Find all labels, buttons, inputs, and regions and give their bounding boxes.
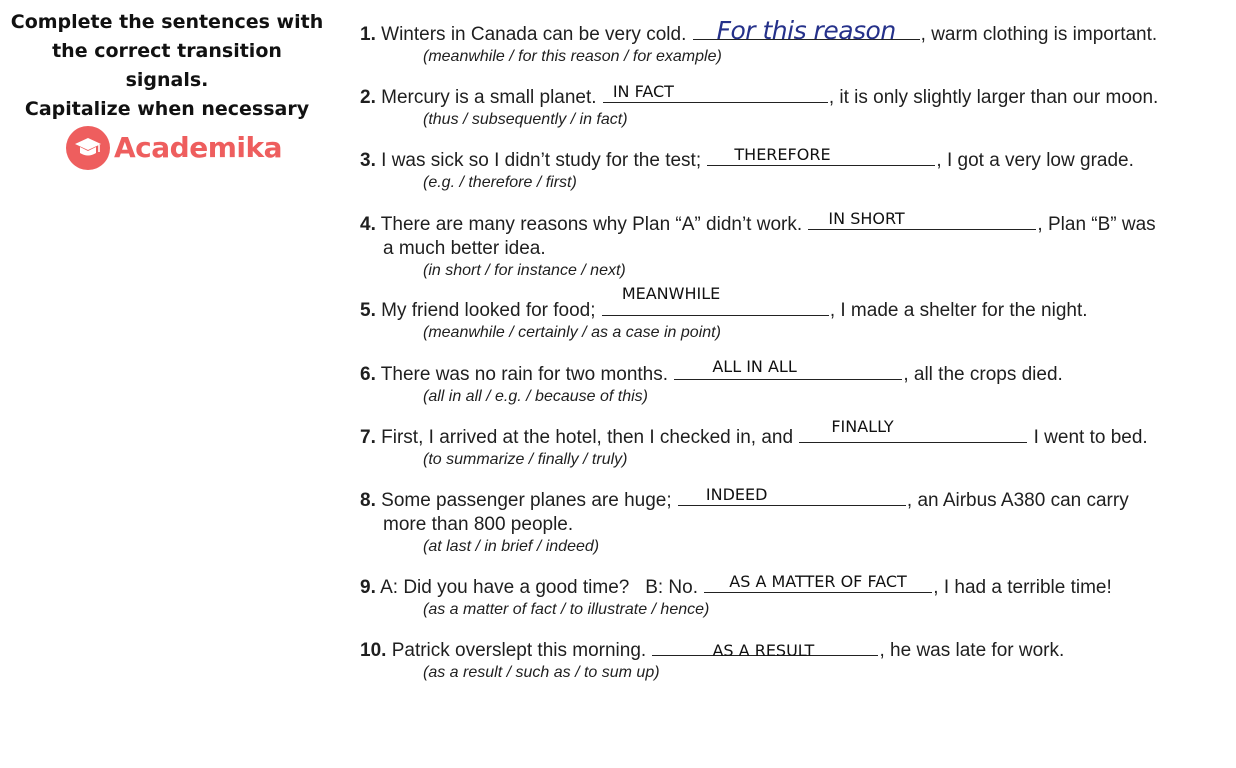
question-number: 6. <box>360 364 376 385</box>
question-8 <box>360 485 1220 557</box>
question-number: 7. <box>360 427 376 448</box>
answer-text: ALL IN ALL <box>712 357 797 376</box>
answer-text: AS A MATTER OF FACT <box>729 572 907 591</box>
question-number: 2. <box>360 87 376 108</box>
answer-options: (meanwhile / for this reason / for example) <box>423 48 722 65</box>
sentence-end: , an Airbus A380 can carry <box>906 490 1129 511</box>
sentence-start: My friend looked for food; <box>381 300 596 321</box>
answer-options: (e.g. / therefore / first) <box>423 174 577 191</box>
answer-blank[interactable] <box>707 145 935 166</box>
sentence-start: There was no rain for two months. <box>380 364 669 385</box>
answer-blank[interactable] <box>693 16 920 45</box>
answer-blank[interactable] <box>808 209 1036 230</box>
instruction-line-3: Capitalize when necessary <box>24 98 310 120</box>
instructions <box>8 8 326 124</box>
sentence-end: , I made a shelter for the night. <box>829 300 1088 321</box>
sentence-start: Winters in Canada can be very cold. <box>381 24 687 45</box>
answer-blank[interactable] <box>603 82 828 103</box>
sentence-start: Mercury is a small planet. <box>381 87 597 108</box>
answer-blank[interactable] <box>652 638 878 660</box>
answer-blank[interactable] <box>602 284 829 316</box>
question-number: 4. <box>360 214 376 235</box>
question-6 <box>360 357 1220 407</box>
question-5 <box>360 284 1220 343</box>
answer-options: (as a result / such as / to sum up) <box>423 664 660 681</box>
answer-blank[interactable] <box>674 357 902 380</box>
answer-options: (thus / subsequently / in fact) <box>423 111 628 128</box>
question-9 <box>360 572 1220 620</box>
question-number: 10. <box>360 640 387 661</box>
question-3 <box>360 145 1220 193</box>
sentence-end: I went to bed. <box>1033 427 1148 448</box>
sentence-end: , I had a terrible time! <box>933 577 1112 598</box>
question-10 <box>360 638 1220 683</box>
sentence-start: First, I arrived at the hotel, then I checked in, and <box>381 427 794 448</box>
answer-text: IN FACT <box>612 82 674 101</box>
sentence-start: I was sick so I didn’t study for the test; <box>381 150 702 171</box>
sentence-end: , all the crops died. <box>903 364 1063 385</box>
answer-text: IN SHORT <box>828 209 905 228</box>
question-number: 5. <box>360 300 376 321</box>
answer-blank[interactable] <box>704 572 932 593</box>
sentence-end: , it is only slightly larger than our moon. <box>828 87 1159 108</box>
question-7 <box>360 417 1220 470</box>
sentence-end: , warm clothing is important. <box>920 24 1158 45</box>
answer-options: (all in all / e.g. / because of this) <box>423 388 648 405</box>
logo-text: Academika <box>114 131 282 164</box>
answer-text: THEREFORE <box>734 145 831 164</box>
answer-options: (as a matter of fact / to illustrate / hence) <box>423 601 710 618</box>
instruction-line-2: the correct transition signals. <box>52 40 282 91</box>
question-number: 3. <box>360 150 376 171</box>
question-2 <box>360 82 1220 130</box>
instruction-line-1: Complete the sentences with <box>10 11 324 33</box>
answer-text: INDEED <box>705 485 768 504</box>
question-number: 1. <box>360 24 376 45</box>
sentence-continuation: more than 800 people. <box>383 514 574 535</box>
answer-text: FINALLY <box>831 417 894 436</box>
sentence-start: A: Did you have a good time? B: No. <box>380 577 698 598</box>
answer-text: AS A RESULT <box>712 641 815 660</box>
question-1 <box>360 16 1220 67</box>
academika-logo <box>66 125 282 170</box>
question-number: 9. <box>360 577 376 598</box>
sentence-end: , Plan “B” was <box>1037 214 1156 235</box>
answer-options: (at last / in brief / indeed) <box>423 538 600 555</box>
answer-text: MEANWHILE <box>621 284 721 303</box>
sentence-start: Patrick overslept this morning. <box>391 640 647 661</box>
sentence-continuation: a much better idea. <box>383 238 546 259</box>
graduation-cap-icon <box>66 126 110 170</box>
answer-blank[interactable] <box>678 485 906 506</box>
answer-options: (to summarize / finally / truly) <box>423 451 628 468</box>
question-4 <box>360 209 1220 281</box>
sentence-start: Some passenger planes are huge; <box>381 490 672 511</box>
answer-blank[interactable] <box>799 417 1027 443</box>
sentence-end: , I got a very low grade. <box>936 150 1134 171</box>
question-number: 8. <box>360 490 376 511</box>
sentence-end: , he was late for work. <box>879 640 1065 661</box>
sentence-start: There are many reasons why Plan “A” didn’t work. <box>380 214 803 235</box>
answer-options: (in short / for instance / next) <box>423 262 626 279</box>
answer-text: For this reason <box>716 16 896 45</box>
answer-options: (meanwhile / certainly / as a case in point) <box>423 324 721 341</box>
